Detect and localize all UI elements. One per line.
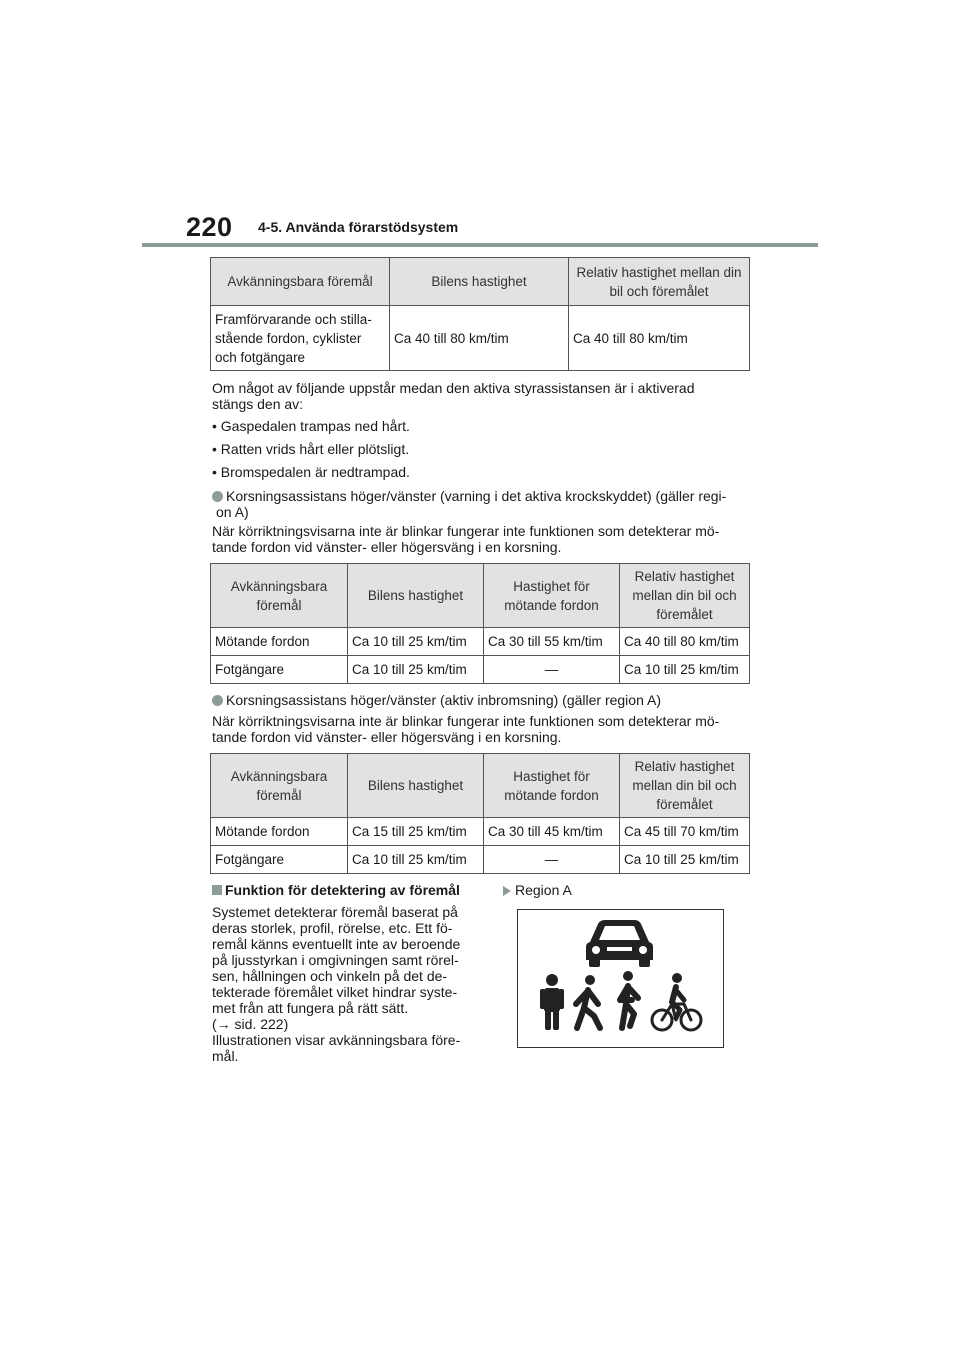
region-label-text: Region A [515,882,572,898]
section-title: 4-5. Använda förarstödsystem [258,219,459,235]
table-header-cell: Hastighet för mötande fordon [484,754,620,818]
sensing-table-3 [210,753,750,874]
bullet-dot-icon [212,491,223,502]
list-item: • Ratten vrids hårt eller plötsligt. [212,441,410,457]
table-cell: — [484,846,620,874]
intro-line: stängs den av: [212,396,304,412]
table-row [211,818,750,846]
table-header-cell: Bilens hastighet [348,564,484,628]
table-header-row [211,258,750,306]
description-line: remål känns eventuellt inte av beroende [212,936,461,952]
intro-line: Om något av följande uppstår medan den aktiva styrassistansen är i aktiverad [212,380,695,396]
bullet-dot-icon [212,695,223,706]
sensing-table-1 [210,257,750,371]
table-header-cell: Hastighet för mötande fordon [484,564,620,628]
table-cell: Ca 40 till 80 km/tim [620,628,750,656]
triangle-marker-icon [503,886,511,896]
table-row [211,846,750,874]
table-cell: Fotgängare [211,846,348,874]
table-cell: Mötande fordon [211,628,348,656]
table-header-cell: Avkänningsbara föremål [211,754,348,818]
detection-heading-text: Funktion för detektering av föremål [225,882,460,898]
section-heading [212,488,772,520]
standing-pedestrian-icon [540,974,564,1030]
table-cell: Ca 10 till 25 km/tim [620,656,750,684]
table-cell: Ca 15 till 25 km/tim [348,818,484,846]
description-line: När körriktningsvisarna inte är blinkar fungerar inte funktionen som detekterar mö- [212,713,720,729]
description-line: tande fordon vid vänster- eller högersväng i en korsning. [212,729,562,745]
running-pedestrian-icon [620,971,638,1028]
table-cell: Mötande fordon [211,818,348,846]
table-cell: Ca 40 till 80 km/tim [390,306,569,371]
table-header-row [211,564,750,628]
description-line: på ljusstyrkan i omgivningen samt rörel- [212,952,459,968]
table-header-cell: Bilens hastighet [390,258,569,306]
table-header-row [211,754,750,818]
table-cell: Ca 10 till 25 km/tim [348,656,484,684]
table-header-cell: Relativ hastighet mellan din bil och föremålet [620,564,750,628]
table-header-cell: Relativ hastighet mellan din bil och föremålet [620,754,750,818]
table-header-cell: Avkänningsbara föremål [211,258,390,306]
section-heading-text: Korsningsassistans höger/vänster (aktiv inbromsning) (gäller region A) [226,692,661,708]
table-cell: Fotgängare [211,656,348,684]
table-cell: Ca 45 till 70 km/tim [620,818,750,846]
detection-description [212,904,492,1064]
walking-pedestrian-icon [576,975,600,1028]
table-cell: Ca 40 till 80 km/tim [569,306,750,371]
table-header-cell: Bilens hastighet [348,754,484,818]
header-rule [142,243,818,247]
table-cell: Ca 10 till 25 km/tim [348,846,484,874]
square-bullet-icon [212,885,222,895]
sensing-table-2 [210,563,750,684]
description-line: sen, hållningen och vinkeln på det de- [212,968,448,984]
table-header-cell: Relativ hastighet mellan din bil och föremålet [569,258,750,306]
section-description [212,523,772,555]
description-line: När körriktningsvisarna inte är blinkar fungerar inte funktionen som detekterar mö- [212,523,720,539]
table-cell: Ca 10 till 25 km/tim [348,628,484,656]
section-heading [212,692,772,708]
table-cell: Ca 10 till 25 km/tim [620,846,750,874]
page-number: 220 [186,212,233,242]
description-line: mål. [212,1048,239,1064]
description-line: met från att fungera på rätt sätt. [212,1000,409,1016]
table-row [211,306,750,371]
description-line: deras storlek, profil, rörelse, etc. Ett fö- [212,920,453,936]
table-row [211,656,750,684]
list-item: • Gaspedalen trampas ned hårt. [212,418,410,434]
region-label [503,882,572,898]
table-cell: Framförvarande och stilla-stående fordon, cyklister och fotgängare [211,306,390,371]
description-line: Illustrationen visar avkänningsbara före- [212,1032,461,1048]
section-heading-line: on A) [216,504,249,520]
table-header-cell: Avkänningsbara föremål [211,564,348,628]
illustration-svg [518,910,723,1047]
table-cell: Ca 30 till 55 km/tim [484,628,620,656]
table-cell: Ca 30 till 45 km/tim [484,818,620,846]
table-cell: — [484,656,620,684]
cyclist-icon [652,973,701,1030]
section-description [212,713,772,745]
description-line: tande fordon vid vänster- eller högersväng i en korsning. [212,539,562,555]
car-icon [586,920,653,967]
detection-heading [212,882,492,898]
list-item: • Bromspedalen är nedtrampad. [212,464,410,480]
section-heading-text: Korsningsassistans höger/vänster (varning i det aktiva krockskyddet) (gäller regi- [226,488,727,504]
intro-paragraph [212,380,772,412]
page-reference-link[interactable]: (→ sid. 222) [212,1016,289,1032]
description-line: Systemet detekterar föremål baserat på [212,904,458,920]
section-heading-line [212,488,772,504]
table-row [211,628,750,656]
description-line: tekterade föremålet vilket hindrar syste- [212,984,458,1000]
detectable-objects-illustration [517,909,724,1048]
